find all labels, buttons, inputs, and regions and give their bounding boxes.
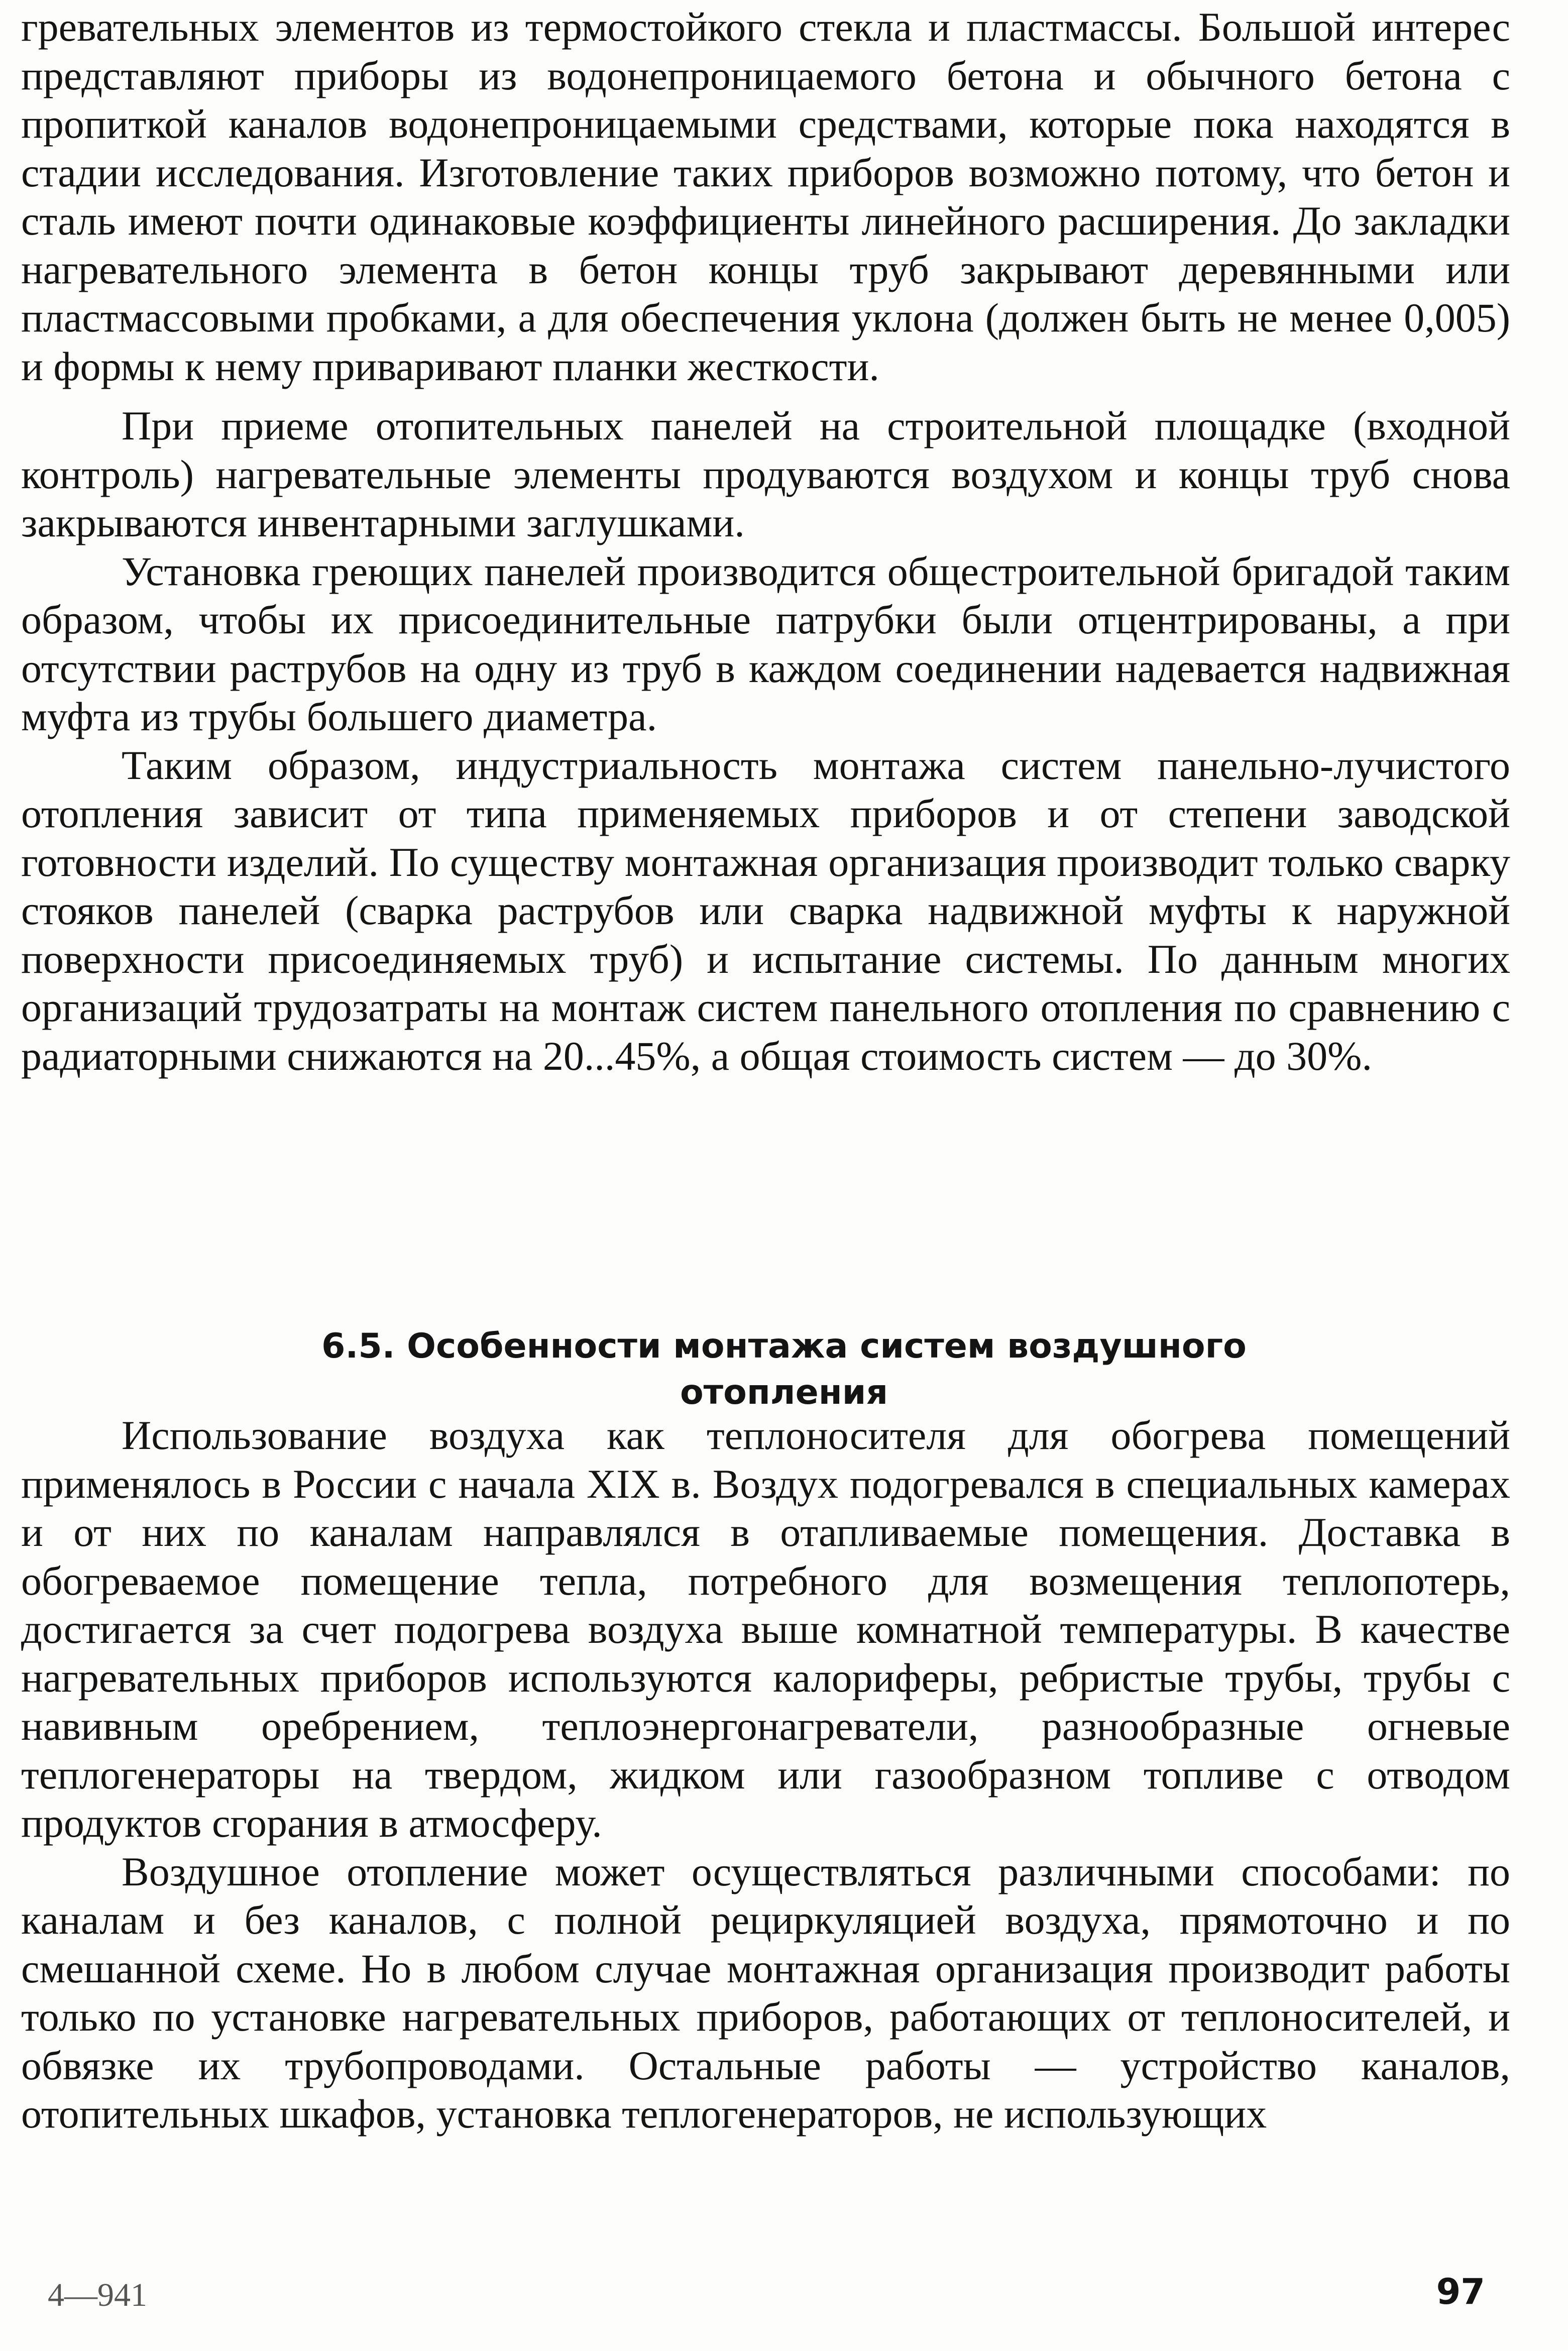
printer-signature: 4—941 [48,2277,147,2313]
text-block-section-body [21,1411,1510,2139]
page-number: 97 [1436,2271,1485,2312]
section-heading-line-1: 6.5. Особенности монтажа систем воздушного [321,1326,1247,1366]
text-block-before-heading [21,3,1510,1080]
paragraph: Воздушное отопление может осуществляться различными способами: по каналам и без каналов, с полной рециркуляцией воздуха, прямоточно и по смешанной схеме. Но в любом случае монтажная организация производит работы только по установке нагревательных приборов, работающих от теплоносителей, и обвязке их трубопроводами. Остальные работы — устройство каналов, отопительных шкафов, установка теплогенераторов, не использующих [21,1848,1510,2137]
paragraph: Установка греющих панелей производится общестроительной бригадой таким образом, чтобы их присоединительные патрубки были отцентрированы, а при отсутствии раструбов на одну из труб в каждом соединении надевается надвижная муфта из трубы большего диаметра. [21,548,1510,739]
section-heading [0,1323,1568,1416]
section-heading-line-2: отопления [680,1373,888,1412]
paragraph: При приеме отопительных панелей на строительной площадке (входной контроль) нагревательные элементы продуваются воздухом и концы труб снова закрываются инвентарными заглушками. [21,403,1510,545]
paragraph: гревательных элементов из термостойкого стекла и пластмассы. Большой интерес представляют приборы из водонепроницаемого бетона и обычного бетона с пропиткой каналов водонепроницаемыми средствами, которые пока находятся в стадии исследования. Изготовление таких приборов возможно потому, что бетон и сталь имеют почти одинаковые коэффициенты линейного расширения. До закладки нагревательного элемента в бетон концы труб закрывают деревянными или пластмассовыми пробками, а для обеспечения уклона (должен быть не менее 0,005) и формы к нему приваривают планки жесткости. [21,4,1510,389]
paragraph: Таким образом, индустриальность монтажа систем панельно-лучистого отопления зависит от типа применяемых приборов и от степени заводской готовности изделий. По существу монтажная организация производит только сварку стояков панелей (сварка раструбов или сварка надвижной муфты к наружной поверхности присоединяемых труб) и испытание системы. По данным многих организаций трудозатраты на монтаж систем панельного отопления по сравнению с радиаторными снижаются на 20...45%, а общая стоимость систем — до 30%. [21,742,1510,1079]
paragraph: Использование воздуха как теплоносителя для обогрева помещений применялось в России с начала XIX в. Воздух подогревался в специальных камерах и от них по каналам направлялся в отапливаемые помещения. Доставка в обогреваемое помещение тепла, потребного для возмещения теплопотерь, достигается за счет подогрева воздуха выше комнатной температуры. В качестве нагревательных приборов используются калориферы, ребристые трубы, трубы с навивным оребрением, теплоэнергонагреватели, разнообразные огневые теплогенераторы на твердом, жидком или газообразном топливе с отводом продуктов сгорания в атмосферу. [21,1412,1510,1846]
